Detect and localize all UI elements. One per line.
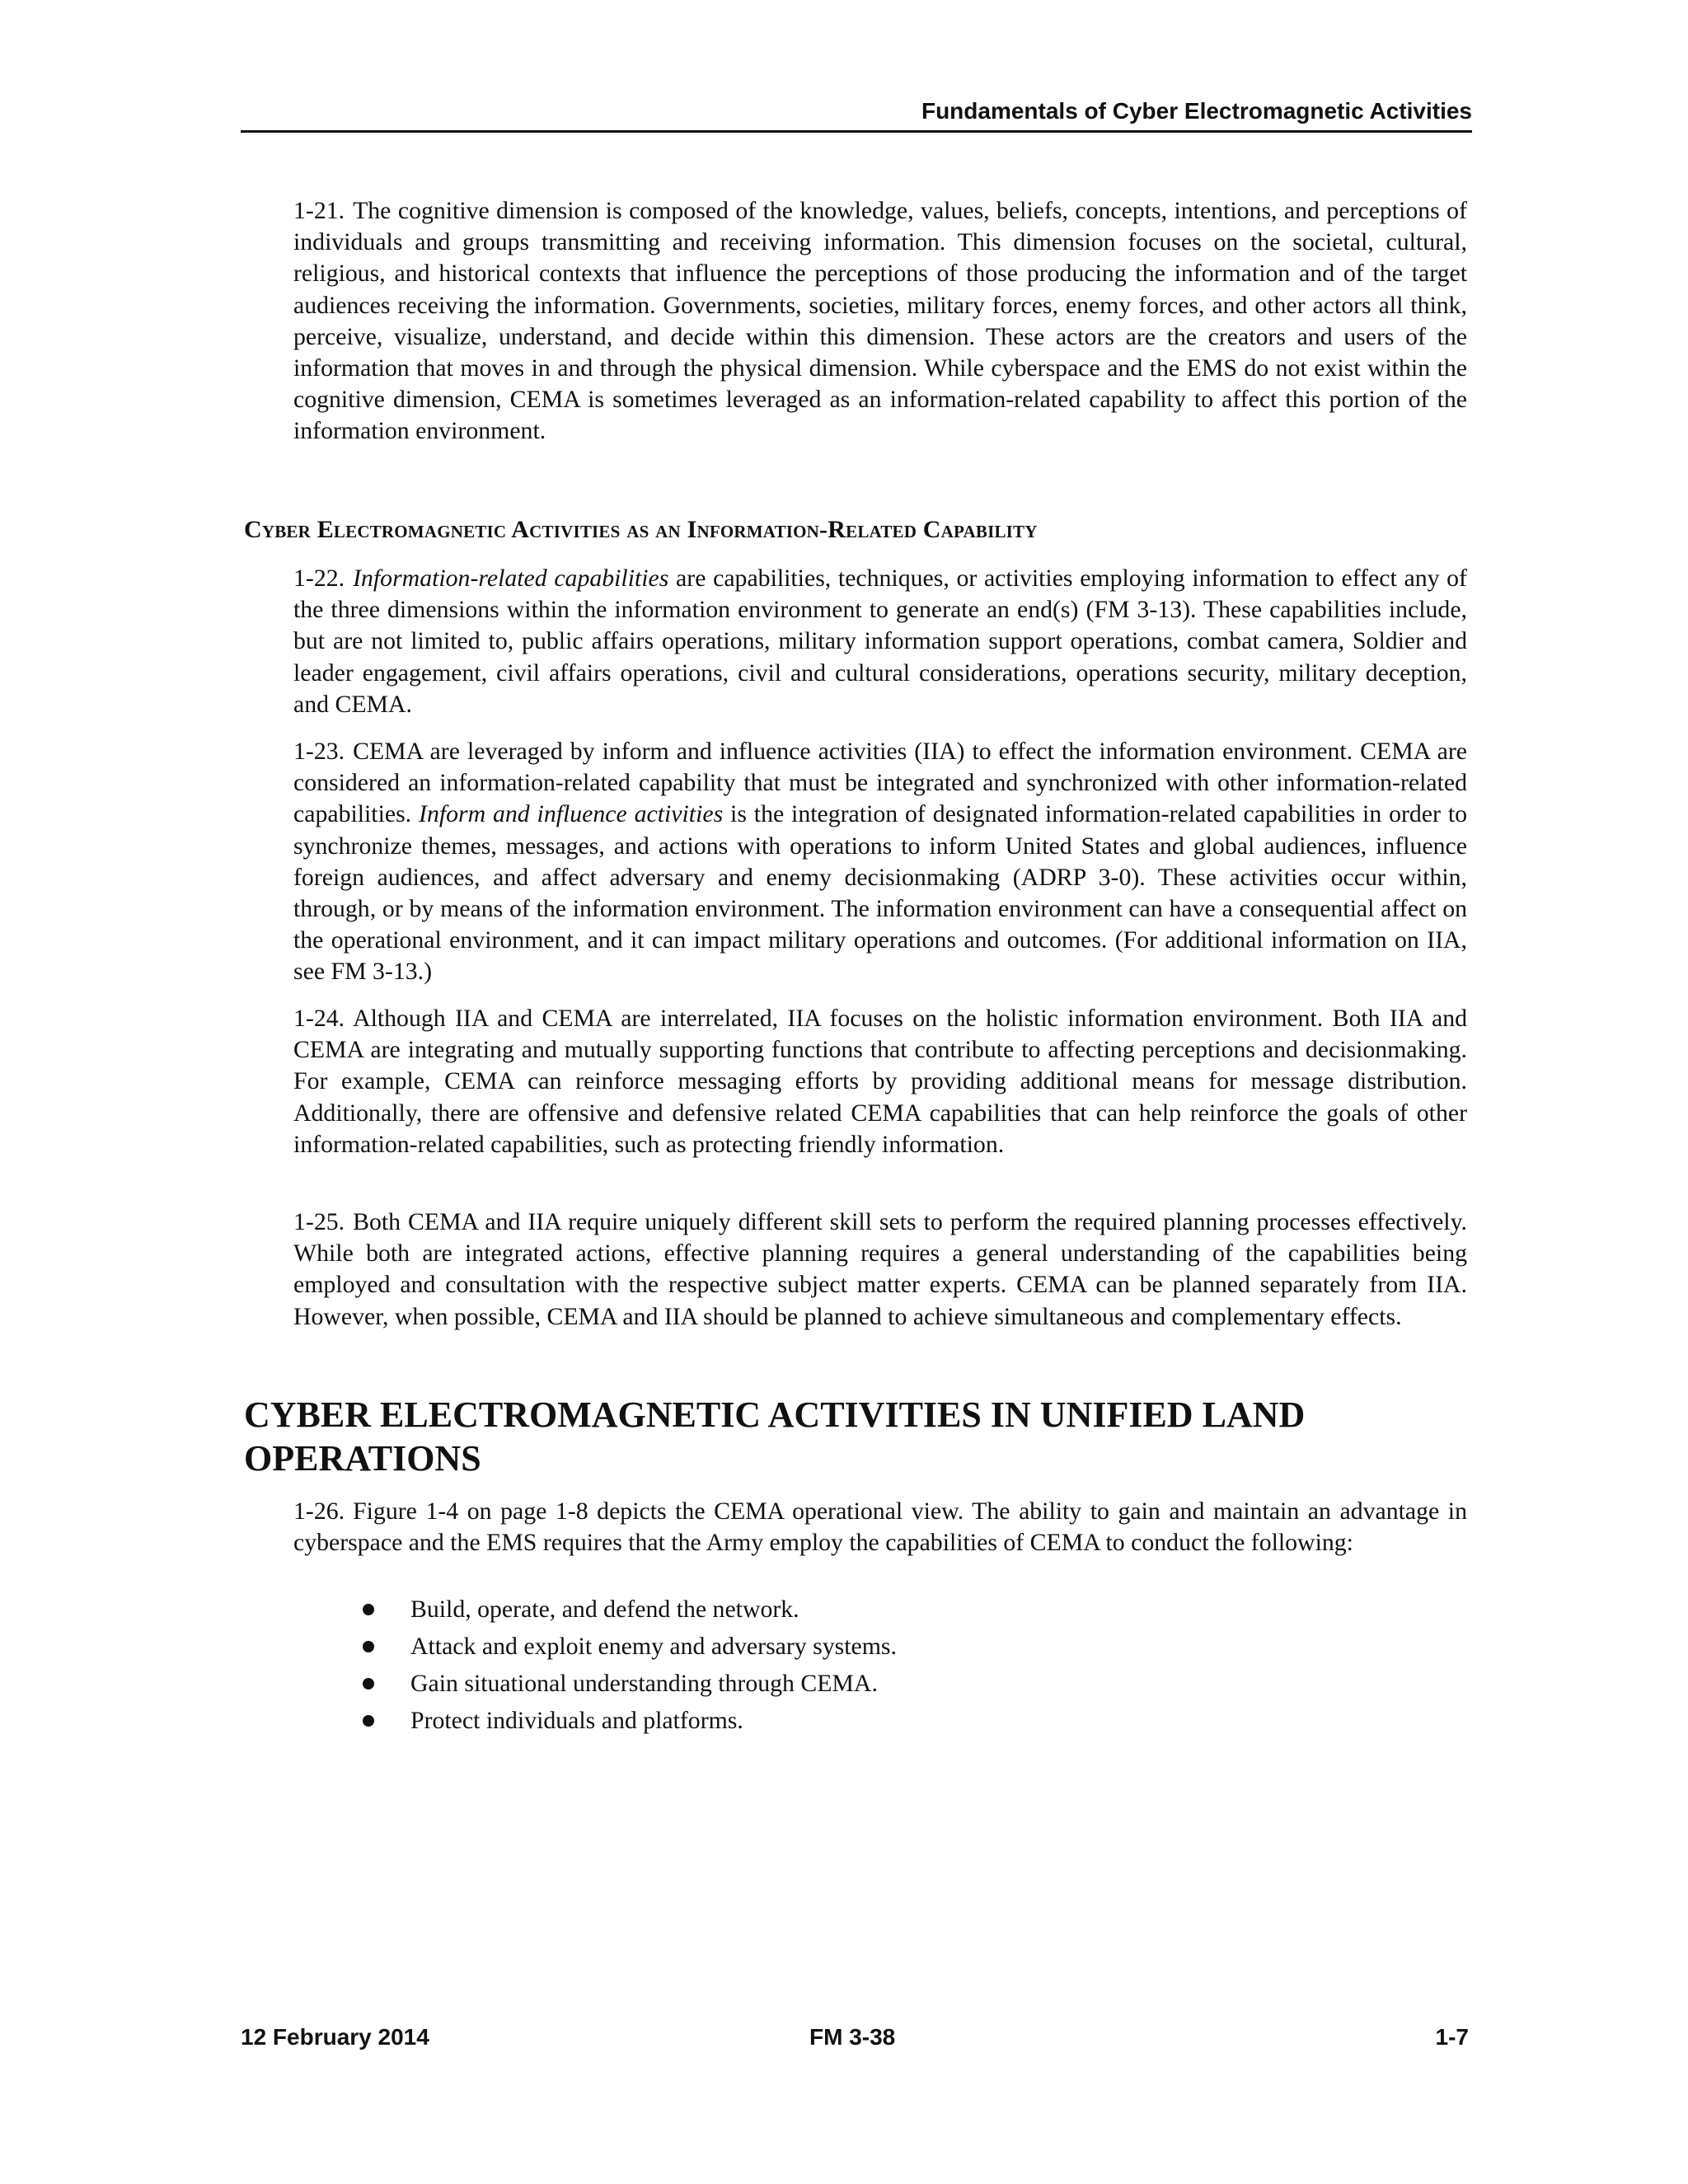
- paragraph-number: 1-25.: [293, 1208, 345, 1235]
- chapter-heading: CYBER ELECTROMAGNETIC ACTIVITIES IN UNIFIED LAND OPERATIONS: [244, 1394, 1306, 1479]
- footer-date: 12 February 2014: [241, 2024, 429, 2050]
- list-item-text: Gain situational understanding through CEMA.: [410, 1670, 878, 1697]
- page-header: [241, 97, 1472, 133]
- bullet-icon: [363, 1715, 374, 1727]
- bullet-icon: [363, 1678, 374, 1690]
- paragraph-text: Figure 1-4 on page 1-8 depicts the CEMA operational view. The ability to gain and maintain an advantage in cyberspace and the EMS requires that the Army employ the capabilities of CEMA to conduct the following:: [293, 1497, 1467, 1557]
- paragraph-text: Although IIA and CEMA are interrelated, IIA focuses on the holistic information environment. Both IIA and CEMA are integrating and mutually supporting functions that contribute to affecting perceptions and decisionmaking. For example, CEMA can reinforce messaging efforts by providing additional means for message distribution. Additionally, there are offensive and defensive related CEMA capabilities that can help reinforce the goals of other information-related capabilities, such as protecting friendly information.: [293, 1005, 1467, 1158]
- bullet-icon: [363, 1641, 374, 1652]
- paragraph-text: The cognitive dimension is composed of the knowledge, values, beliefs, concepts, intentions, and perceptions of individuals and groups transmitting and receiving information. This dimension focuses on the societal, cultural, religious, and historical contexts that influence the perceptions of those producing the information and of the target audiences receiving the information. Governments, societies, military forces, enemy forces, and other actors all think, perceive, visualize, understand, and decide within this dimension. These actors are the creators and users of the information that moves in and through the physical dimension. While cyberspace and the EMS do not exist within the cognitive dimension, CEMA is sometimes leveraged as an information-related capability to affect this portion of the information environment.: [293, 197, 1467, 445]
- paragraph-1-22: [293, 563, 1467, 720]
- paragraph-text-continued: is the integration of designated information-related capabilities in order to synchronize themes, messages, and actions with operations to inform United States and global audiences, influence foreign audiences, and affect adversary and enemy decisionmaking (ADRP 3-0). These activities occur within, through, or by means of the information environment. The information environment can have a consequential affect on the operational environment, and it can impact military operations and outcomes. (For additional information on IIA, see FM 3-13.): [293, 800, 1467, 986]
- list-item-text: Build, operate, and defend the network.: [410, 1596, 799, 1623]
- paragraph-1-21: [293, 195, 1467, 448]
- paragraph-text: CEMA are leveraged by inform and influence activities (IIA) to effect the information environment. CEMA are considered an information-related capability that must be integrated and synchronized with other information-related capabilities.: [293, 738, 1467, 828]
- list-item: [346, 1702, 897, 1739]
- defined-term: Inform and influence activities: [419, 800, 724, 828]
- list-item: [346, 1591, 897, 1628]
- list-item: [346, 1665, 897, 1702]
- list-item-text: Attack and exploit enemy and adversary systems.: [410, 1633, 897, 1660]
- running-header-title: Fundamentals of Cyber Electromagnetic Activities: [921, 98, 1472, 124]
- defined-term: Information-related capabilities: [353, 565, 669, 592]
- paragraph-text: are capabilities, techniques, or activities employing information to effect any of the three dimensions within the information environment to generate an end(s) (FM 3-13). These capabilities include, but are not limited to, public affairs operations, military information support operations, combat camera, Soldier and leader engagement, civil affairs operations, civil and cultural considerations, operations security, military deception, and CEMA.: [293, 565, 1467, 718]
- paragraph-1-25: [293, 1207, 1467, 1333]
- paragraph-number: 1-21.: [293, 197, 345, 224]
- paragraph-1-23: [293, 736, 1467, 988]
- bullet-icon: [363, 1604, 374, 1615]
- paragraph-number: 1-22.: [293, 565, 345, 592]
- section-heading: Cyber Electromagnetic Activities as an Information-Related Capability: [244, 516, 1038, 543]
- footer-page-number: 1-7: [1435, 2024, 1469, 2050]
- paragraph-1-26: [293, 1496, 1467, 1558]
- paragraph-1-24: [293, 1003, 1467, 1160]
- list-item-text: Protect individuals and platforms.: [410, 1707, 743, 1734]
- bullet-list: [346, 1591, 897, 1739]
- paragraph-number: 1-24.: [293, 1005, 345, 1032]
- paragraph-number: 1-23.: [293, 738, 345, 765]
- paragraph-text: Both CEMA and IIA require uniquely different skill sets to perform the required planning processes effectively. While both are integrated actions, effective planning requires a general understanding of the capabilities being employed and consultation with the respective subject matter experts. CEMA can be planned separately from IIA. However, when possible, CEMA and IIA should be planned to achieve simultaneous and complementary effects.: [293, 1208, 1467, 1330]
- paragraph-number: 1-26.: [293, 1497, 345, 1525]
- list-item: [346, 1628, 897, 1665]
- footer-document-number: FM 3-38: [809, 2024, 896, 2050]
